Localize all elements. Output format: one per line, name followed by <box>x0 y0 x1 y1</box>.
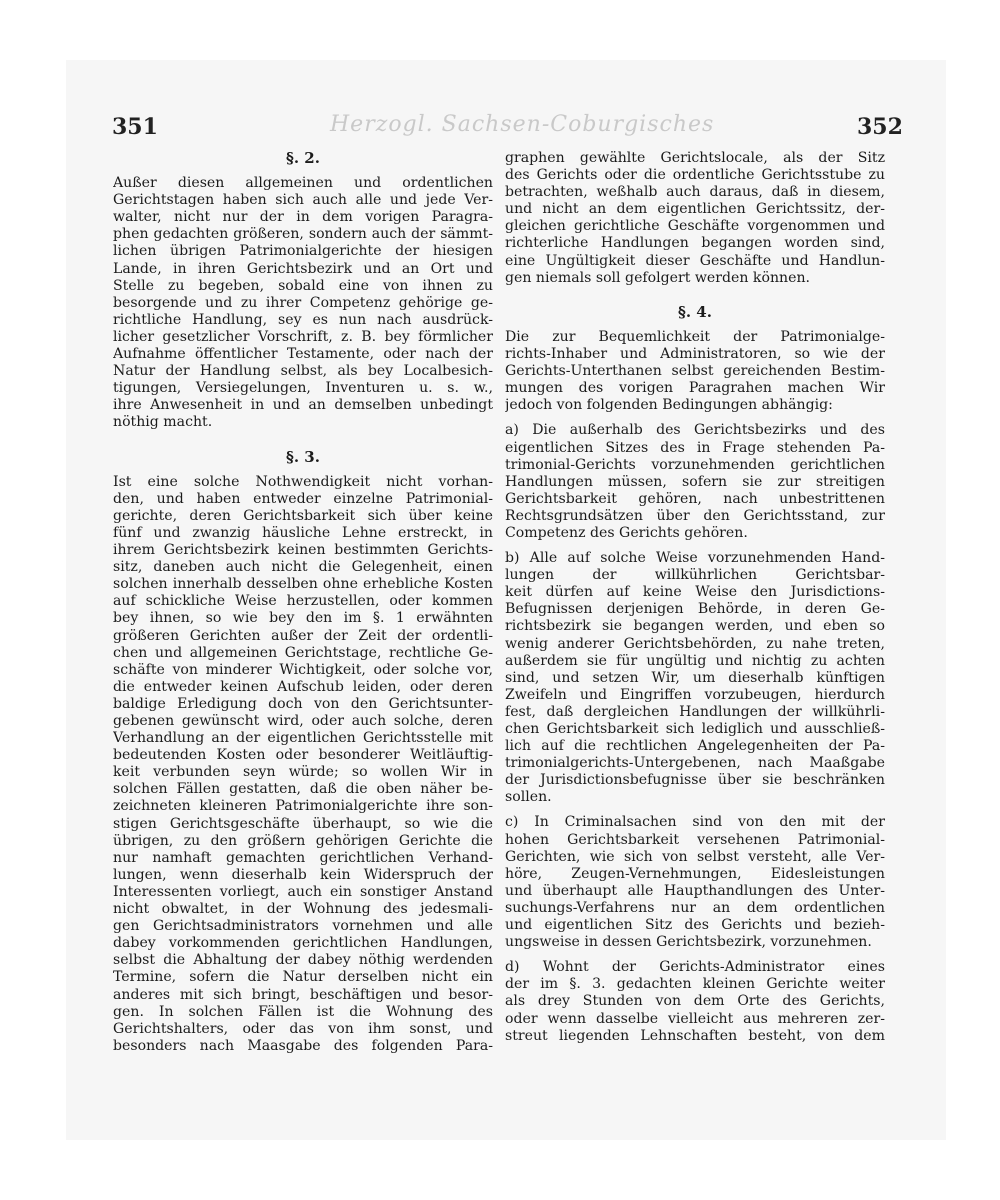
text-line: Interessenten vorliegt, auch ein sonstiger Anstand <box>113 883 493 900</box>
text-line: chen und allgemeinen Gerichtstage, rechtliche Ge- <box>113 644 493 661</box>
list-item-line: der im §. 3. gedachten kleinen Gerichte weiter <box>505 976 885 993</box>
text-line: gerichte, deren Gerichtsbarkeit sich über keine <box>113 507 493 524</box>
text-line: Außer diesen allgemeinen und ordentlichen <box>113 175 493 192</box>
list-item-line: c) In Criminalsachen sind von den mit der <box>505 814 885 831</box>
text-line: Stelle zu begeben, sobald eine von ihnen zu <box>113 277 493 294</box>
text-line: stigen Gerichtsgeschäfte überhaupt, so wie die <box>113 815 493 832</box>
text-line: und nicht an dem eigentlichen Gerichtssitz, der- <box>505 201 885 218</box>
section-heading: §. 2. <box>286 149 320 167</box>
text-line: besorgende und zu ihrer Competenz gehörige ge- <box>113 294 493 311</box>
text-line: größeren Gerichten außer der Zeit der ordentli- <box>113 627 493 644</box>
item-spacer <box>505 414 885 422</box>
text-line: Lande, in ihren Gerichtsbezirk und an Ort und <box>113 260 493 277</box>
text-line: solchen Fällen gestatten, daß die oben näher be- <box>113 781 493 798</box>
list-item-line: richtsbezirk sie begangen werden, und eben so <box>505 618 885 635</box>
section-spacer <box>113 466 493 474</box>
text-line: graphen gewählte Gerichtslocale, als der Sitz <box>505 150 885 166</box>
list-item-line: lungen der willkührlichen Gerichtsbar- <box>505 567 885 584</box>
text-line: gen niemals soll gefolgert werden können. <box>505 269 810 286</box>
section-spacer <box>505 321 885 329</box>
text-line: tigungen, Versiegelungen, Inventuren u. s. w., <box>113 380 493 397</box>
list-item-line: als drey Stunden von dem Orte des Gerichts, <box>505 993 885 1010</box>
list-item-line: b) Alle auf solche Weise vorzunehmenden Hand- <box>505 550 885 567</box>
text-line: lungen, wenn dieserhalb kein Widerspruch der <box>113 866 493 883</box>
list-item-line: außerdem sie für ungültig und nichtig zu achten <box>505 652 885 669</box>
section-heading: §. 3. <box>286 447 320 466</box>
item-spacer <box>505 951 885 959</box>
list-item-line: a) Die außerhalb des Gerichtsbezirks und des <box>505 422 885 439</box>
text-line: fünf und zwanzig häusliche Lehne erstreckt, in <box>113 524 493 541</box>
list-item-line: streut liegenden Lehnschaften besteht, von dem <box>505 1027 885 1044</box>
item-spacer <box>505 806 885 814</box>
list-item-line: und überhaupt alle Haupthandlungen des Unter- <box>505 882 885 899</box>
list-item-line: Zweifeln und Eingriffen vorzubeugen, hierdurch <box>505 686 885 703</box>
item-spacer <box>505 542 885 550</box>
list-item-line: sollen. <box>505 789 552 806</box>
list-item-line: fest, daß dergleichen Handlungen der willkührli- <box>505 703 885 720</box>
text-line: ihrem Gerichtsbezirk keinen bestimmten Gerichts- <box>113 542 493 559</box>
text-line: den, und haben entweder einzelne Patrimonial- <box>113 490 493 507</box>
list-item-line: d) Wohnt der Gerichts-Administrator eines <box>505 959 885 976</box>
section-spacer <box>113 432 493 449</box>
list-item-line: hohen Gerichtsbarkeit versehenen Patrimonial- <box>505 831 885 848</box>
list-item-line: suchungs-Verfahrens nur an dem ordentlichen <box>505 899 885 916</box>
right-page-number: 352 <box>857 114 903 140</box>
text-line: richterliche Handlungen begangen worden sind, <box>505 235 885 252</box>
text-line: dabey vorkommenden gerichtlichen Handlungen, <box>113 935 493 952</box>
text-line: Natur der Handlung selbst, als bey Localbesich- <box>113 363 493 380</box>
text-line: besonders nach Maasgabe des folgenden Para- <box>113 1037 493 1054</box>
text-line: nicht obwaltet, in der Wohnung des jedesmali- <box>113 901 493 918</box>
list-item-line: der Jurisdictionsbefugnisse über sie beschränken <box>505 772 885 789</box>
text-line: gen. In solchen Fällen ist die Wohnung des <box>113 1003 493 1020</box>
text-line: Gerichtstagen haben sich auch alle und jede Ver- <box>113 192 493 209</box>
text-line: sitz, daneben auch nicht die Gelegenheit, einen <box>113 559 493 576</box>
text-line: übrigen, zu den größern gehörigen Gerichte die <box>113 832 493 849</box>
text-line: Aufnahme öffentlicher Testamente, oder nach der <box>113 346 493 363</box>
text-line: richtliche Handlung, sey es nun nach ausdrück- <box>113 311 493 328</box>
list-item-line: sind, und setzen Wir, um dieserhalb künftigen <box>505 669 885 686</box>
list-item-line: höre, Zeugen-Vernehmungen, Eidesleistungen <box>505 865 885 882</box>
text-line: Die zur Bequemlichkeit der Patrimonialge- <box>505 328 885 345</box>
text-line: zeichneten kleineren Patrimonialgerichte ihre son- <box>113 798 493 815</box>
list-item-line: und eigentlichen Sitz des Gerichts und bezieh- <box>505 917 885 934</box>
list-item-line: ungsweise in dessen Gerichtsbezirk, vorzunehmen. <box>505 934 872 951</box>
text-line: lichen übrigen Patrimonialgerichte der hiesigen <box>113 243 493 260</box>
text-line: phen gedachten größeren, sondern auch der sämmt- <box>113 226 493 243</box>
list-item-line: Gerichten, wie sich von selbst versteht, alle Ver- <box>505 848 885 865</box>
text-line: betrachten, weßhalb auch daraus, daß in diesem, <box>505 184 885 201</box>
left-page-number: 351 <box>112 114 158 140</box>
text-line: licher gesetzlicher Vorschrift, z. B. bey förmlicher <box>113 328 493 345</box>
text-line: nur namhaft gemachten gerichtlichen Verhand- <box>113 849 493 866</box>
text-line: bey ihnen, so wie bey den im §. 1 erwähnten <box>113 610 493 627</box>
text-line: jedoch von folgenden Bedingungen abhängig: <box>505 397 833 414</box>
left-text-column <box>113 150 493 1055</box>
text-line: walter, nicht nur der in dem vorigen Paragra- <box>113 209 493 226</box>
list-item-line: trimonialgerichts-Untergebenen, nach Maaßgabe <box>505 755 885 772</box>
text-line: schäfte von minderer Wichtigkeit, oder solche vor, <box>113 661 493 678</box>
list-item-line: lich auf die rechtlichen Angelegenheiten der Pa- <box>505 738 885 755</box>
text-line: die entweder keinen Aufschub leiden, oder deren <box>113 678 493 695</box>
list-item-line: Rechtsgrundsätzen über den Gerichtsstand, zur <box>505 507 885 524</box>
list-item-line: Handlungen müssen, sofern sie zur streitigen <box>505 473 885 490</box>
text-line: Verhandlung an der eigentlichen Gerichtsstelle mit <box>113 730 493 747</box>
bleed-through-text: Herzogl. Sachsen-Coburgisches <box>330 112 715 137</box>
text-line: Ist eine solche Nothwendigkeit nicht vorhan- <box>113 473 493 490</box>
text-line: ihre Anwesenheit in und an demselben unbedingt <box>113 397 493 414</box>
text-line: nöthig macht. <box>113 414 213 431</box>
list-item-line: wenig anderer Gerichtsbehörden, zu nahe treten, <box>505 635 885 652</box>
list-item-line: Competenz des Gerichts gehören. <box>505 524 748 541</box>
right-text-column <box>505 150 885 1045</box>
text-line: des Gerichts oder die ordentliche Gerichtsstube zu <box>505 167 885 184</box>
text-line: keit verbunden seyn würde; so wollen Wir in <box>113 764 493 781</box>
text-line: Termine, sofern die Natur derselben nicht ein <box>113 969 493 986</box>
list-item-line: oder wenn dasselbe vielleicht aus mehreren zer- <box>505 1010 885 1027</box>
text-line: mungen des vorigen Paragrahen machen Wir <box>505 380 885 397</box>
text-line: bedeutenden Kosten oder besonderer Weitläuftig- <box>113 747 493 764</box>
section-heading: §. 4. <box>678 302 712 321</box>
section-spacer <box>505 287 885 304</box>
text-line: gen Gerichtsadministrators vornehmen und alle <box>113 918 493 935</box>
text-line: solchen innerhalb desselben ohne erhebliche Kosten <box>113 576 493 593</box>
text-line: richts-Inhaber und Administratoren, so wie der <box>505 346 885 363</box>
list-item-line: keit dürfen auf keine Weise den Jurisdictions- <box>505 584 885 601</box>
list-item-line: eigentlichen Sitzes des in Frage stehenden Pa- <box>505 439 885 456</box>
text-line: gebenen gewünscht wird, oder auch solche, deren <box>113 713 493 729</box>
text-line: baldige Erledigung doch von den Gerichtsunter- <box>113 695 493 712</box>
text-line: anderes mit sich bringt, beschäftigen und besor- <box>113 986 493 1003</box>
list-item-line: Gerichtsbarkeit gehören, nach unbestrittenen <box>505 490 885 507</box>
list-item-line: chen Gerichtsbarkeit sich lediglich und ausschließ- <box>505 721 885 737</box>
section-spacer <box>113 167 493 175</box>
text-line: gleichen gerichtliche Geschäfte vorgenommen und <box>505 218 885 235</box>
text-line: Gerichtshalters, oder das von ihm sonst, und <box>113 1020 493 1037</box>
text-line: eine Ungültigkeit dieser Geschäfte und Handlun- <box>505 252 885 269</box>
list-item-line: Befugnissen derjenigen Behörde, in deren Ge- <box>505 601 885 618</box>
text-line: selbst die Abhaltung der dabey nöthig werdenden <box>113 952 493 969</box>
text-line: Gerichts-Unterthanen selbst gereichenden Bestim- <box>505 363 885 380</box>
text-line: auf schickliche Weise herzustellen, oder kommen <box>113 593 493 610</box>
list-item-line: trimonial-Gerichts vorzunehmenden gerichtlichen <box>505 456 885 473</box>
